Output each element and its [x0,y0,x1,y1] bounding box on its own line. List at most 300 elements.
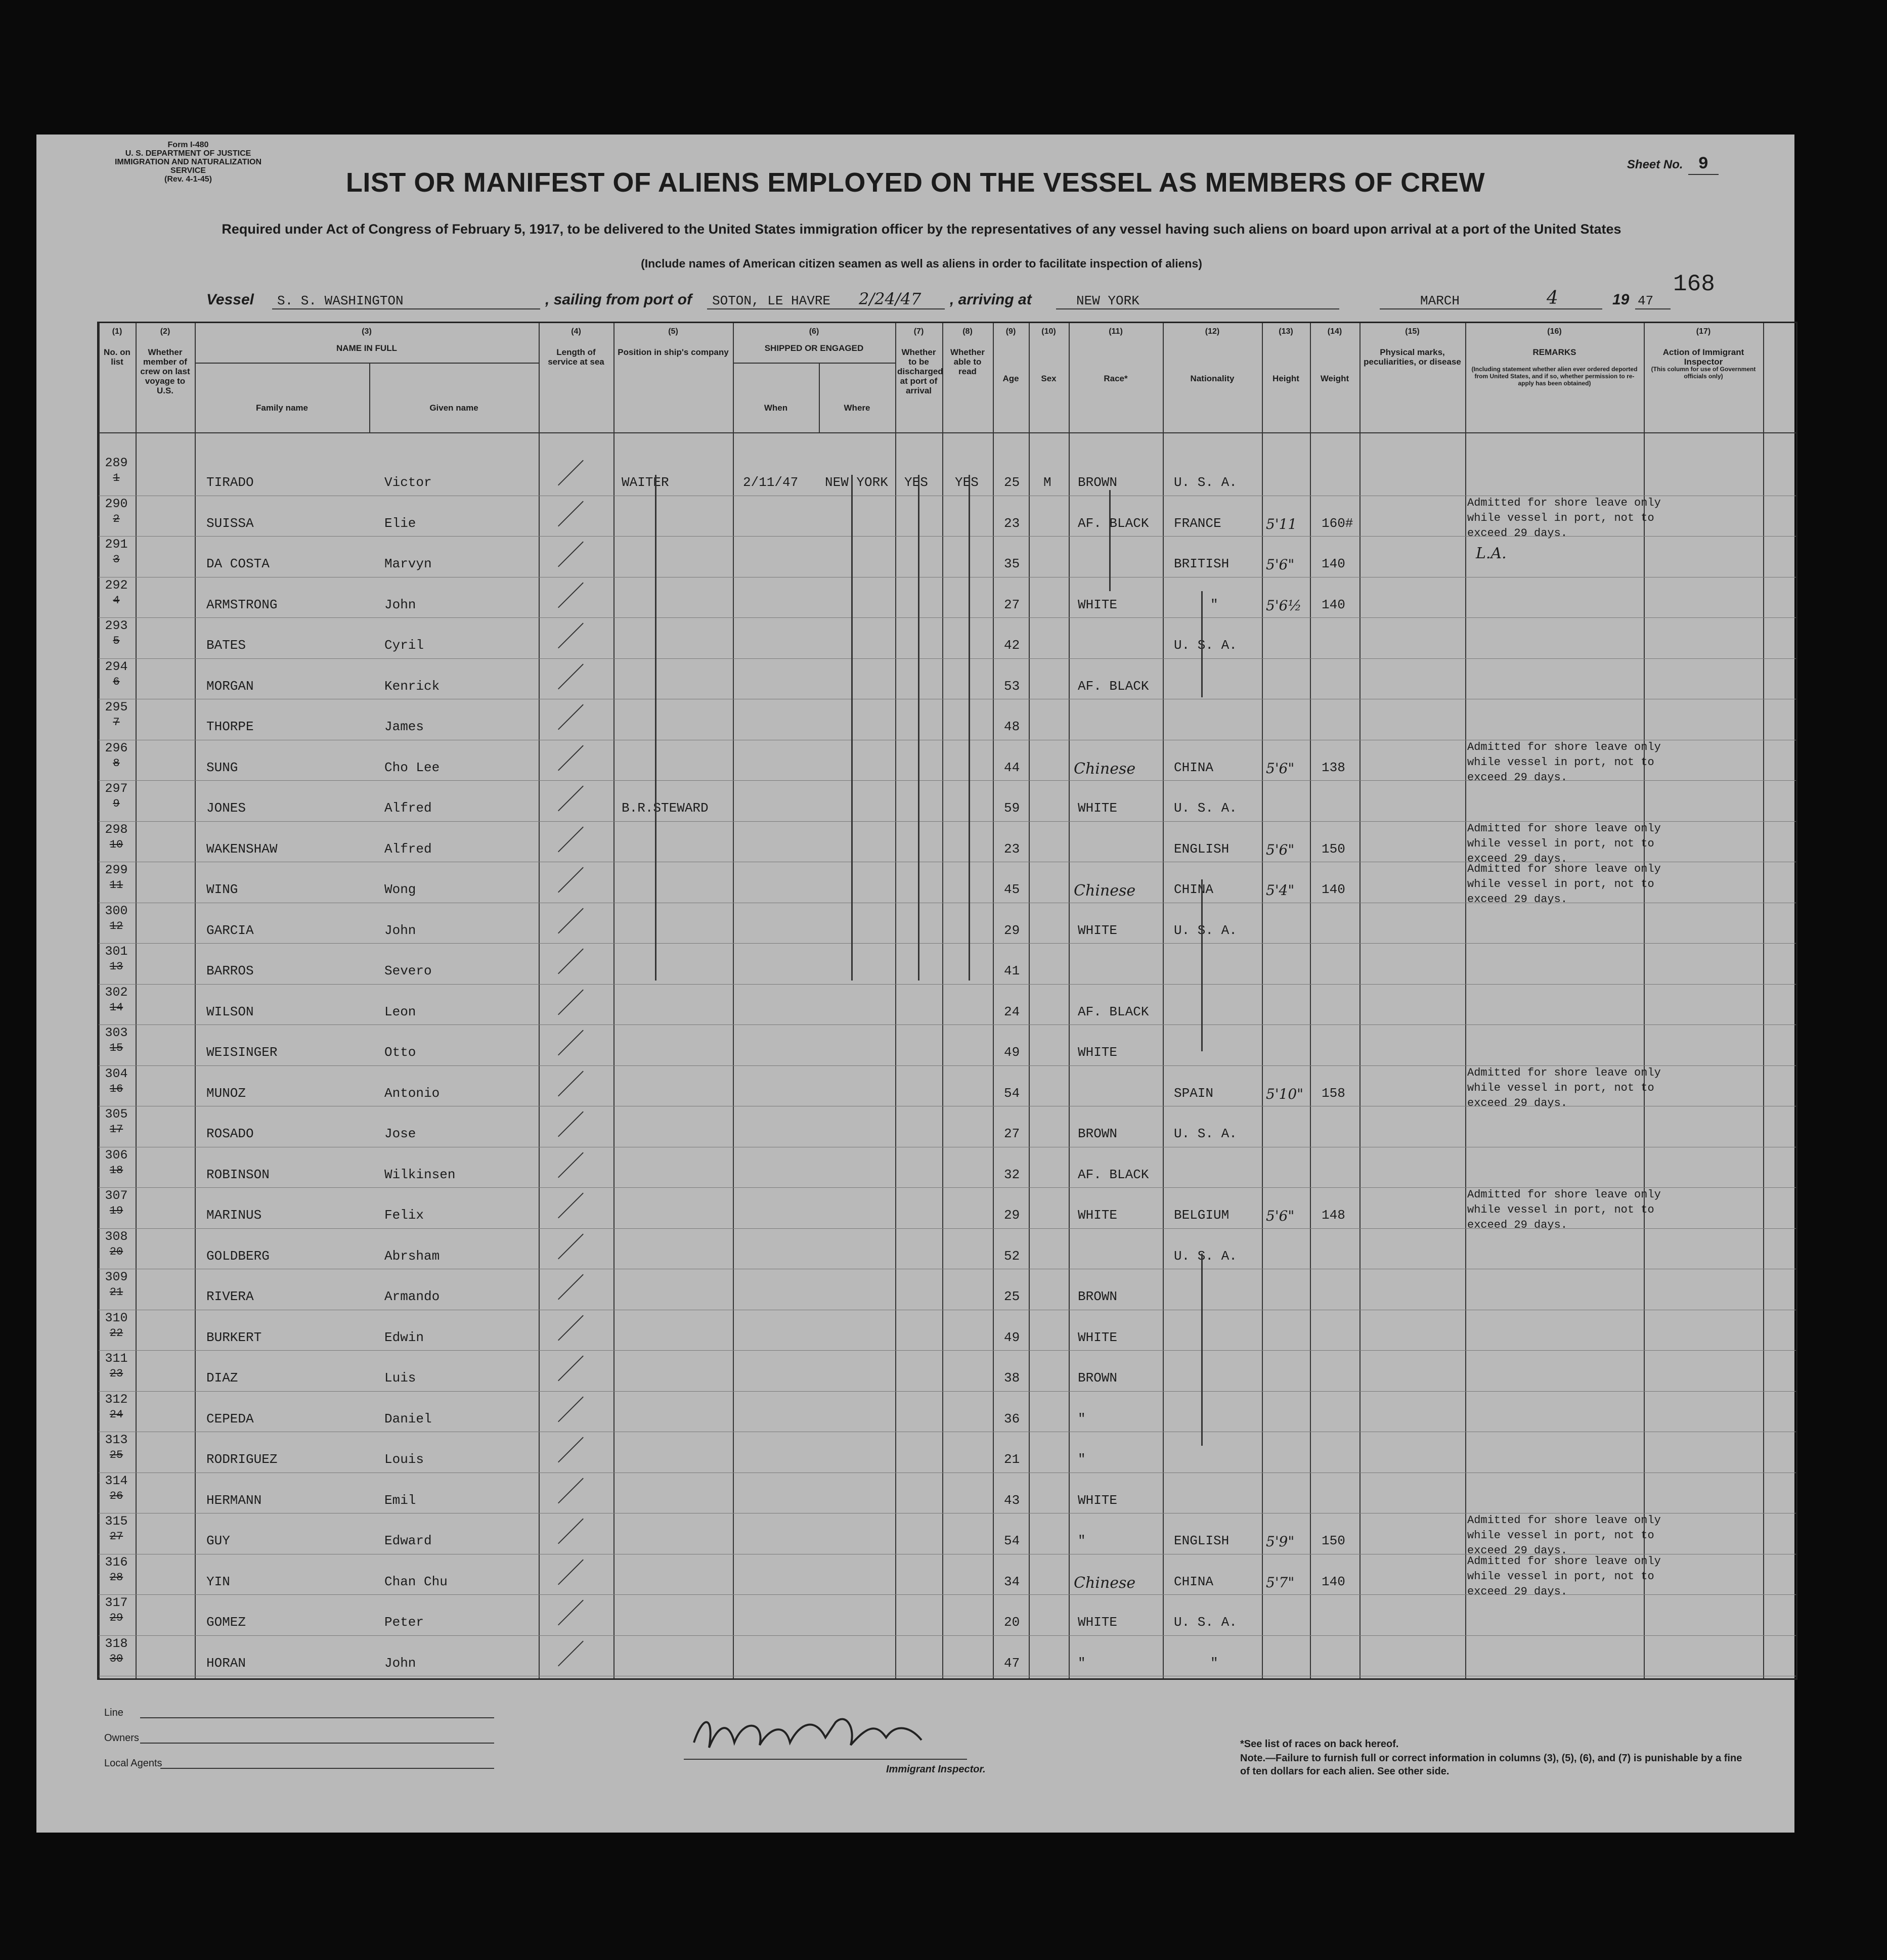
family-name: WILSON [206,1004,254,1019]
service-tick [558,623,584,649]
vessel-name: S. S. WASHINGTON [277,293,404,308]
nationality: SPAIN [1174,1085,1214,1101]
age: 54 [1004,1533,1020,1548]
row-number: 315 [105,1514,128,1529]
page-title: LIST OR MANIFEST OF ALIENS EMPLOYED ON THE VESSEL AS MEMBERS OF CREW [345,167,1485,198]
age: 36 [1004,1411,1020,1427]
race: BROWN [1078,1289,1118,1304]
given-name: Leon [384,1004,416,1019]
row-number: 311 [105,1351,128,1366]
row-line-number: 22 [109,1326,123,1340]
height: 5'10" [1266,1085,1304,1102]
given-name: Cyril [384,638,424,653]
service-tick [558,1519,584,1544]
service-tick [558,1071,584,1096]
ditto-mark [851,475,853,981]
row-number: 309 [105,1270,128,1284]
age: 27 [1004,597,1020,612]
row-line-number: 3 [113,553,120,566]
family-name: GUY [206,1533,230,1548]
service-tick [558,1356,584,1382]
age: 38 [1004,1370,1020,1386]
race: " [1078,1533,1086,1548]
column-header-c6: SHIPPED OR ENGAGED [764,343,864,353]
inspector-signature [684,1702,967,1758]
given-name: Louis [384,1452,424,1467]
column-header-c12: Nationality [1190,374,1235,383]
row-number: 302 [105,985,128,1000]
age: 35 [1004,556,1020,571]
column-header-c17: Action of Immigrant Inspector [1662,347,1744,367]
races-note: *See list of races on back hereof. [1240,1739,1399,1750]
column-number-c7: (7) [913,327,924,336]
row-line-number: 11 [109,879,123,892]
family-name: MORGAN [206,678,254,694]
ditto-mark [1201,879,1203,1051]
given-name: Chan Chu [384,1574,448,1589]
row-number: 290 [105,496,128,511]
service-tick [558,704,584,730]
nationality: U. S. A. [1174,638,1237,653]
position: B.R.STEWARD [622,800,709,816]
row-line-number: 21 [109,1286,123,1299]
sail-date: 2/24/47 [859,289,921,308]
service-tick [558,1478,584,1503]
row-number: 295 [105,700,128,715]
row-number: 317 [105,1595,128,1610]
weight: 150 [1322,841,1345,857]
age: 23 [1004,515,1020,531]
weight: 140 [1322,1574,1345,1589]
age: 29 [1004,1208,1020,1223]
given-name: Peter [384,1615,424,1630]
service-tick [558,1030,584,1056]
service-tick [558,949,584,974]
height: 5'6½ [1266,597,1302,614]
stamp-number: 168 [1673,271,1715,297]
age: 54 [1004,1085,1020,1101]
footer-owners-label: Owners [104,1732,139,1744]
height: 5'6" [1266,556,1295,573]
given-name: Felix [384,1208,424,1223]
row-number: 313 [105,1433,128,1447]
service-tick [558,867,584,893]
service-tick [558,1559,584,1585]
race: AF. BLACK [1078,678,1149,694]
given-name: Kenrick [384,678,440,694]
weight: 140 [1322,882,1345,897]
column-header-c10: Sex [1041,374,1057,383]
family-name: THORPE [206,719,254,734]
column-number-c14: (14) [1327,327,1342,336]
shipped-when: 2/11/47 [743,475,799,490]
column-number-c6: (6) [809,327,819,336]
discharged: YES [904,475,928,490]
given-name: Alfred [384,841,432,857]
family-name: ROBINSON [206,1167,270,1182]
family-name: GARCIA [206,922,254,938]
row-line-number: 30 [109,1652,123,1665]
family-name: GOMEZ [206,1615,246,1630]
nationality: U. S. A. [1174,475,1237,490]
given-name: Victor [384,475,432,490]
race: " [1078,1655,1086,1671]
ditto-mark [1109,490,1111,591]
column-subheader-when: When [764,403,788,413]
row-number: 306 [105,1147,128,1163]
race: Chinese [1074,882,1136,900]
row-line-number: 17 [109,1123,123,1136]
given-name: Alfred [384,800,432,816]
column-header-c13: Height [1272,374,1299,383]
ditto-mark [1201,1254,1203,1446]
row-number: 299 [105,863,128,877]
row-number: 294 [105,659,128,674]
race: BROWN [1078,1126,1118,1141]
remark-shore-leave: Admitted for shore leave only while vessel in port, not to exceed 29 days. [1467,1066,1661,1109]
column-number-c16: (16) [1547,327,1562,336]
row-number: 300 [105,903,128,918]
age: 27 [1004,1126,1020,1141]
penalty-note: Note.—Failure to furnish full or correct information in columns (3), (5), (6), and (7) is punishable by a fine of ten dollars for each alien. See other side. [1240,1753,1742,1777]
service-tick [558,542,584,567]
height: 5'6" [1266,841,1295,858]
family-name: HORAN [206,1655,246,1671]
column-note-c16: (Including statement whether alien ever ordered deported from United States, and if so, whether permission to re-apply has been obtained) [1471,366,1638,387]
family-name: SUNG [206,760,238,775]
height: 5'11 [1266,515,1297,532]
row-line-number: 9 [113,797,120,810]
row-line-number: 19 [109,1205,123,1217]
nationality: U. S. A. [1174,1615,1237,1630]
service-tick [558,1233,584,1259]
vessel-line: Vessel S. S. WASHINGTON , sailing from port of SOTON, LE HAVRE 2/24/47 , arriving at NEW YORK MARCH 4 19 47 [206,286,1673,311]
row-number: 314 [105,1473,128,1488]
row-line-number: 4 [113,594,120,607]
given-name: James [384,719,424,734]
service-tick [558,908,584,933]
column-number-c3: (3) [362,327,372,336]
given-name: Daniel [384,1411,432,1427]
weight: 158 [1322,1085,1345,1101]
column-header-c1: No. on list [104,347,130,367]
column-number-c5: (5) [668,327,678,336]
age: 53 [1004,678,1020,694]
given-name: Luis [384,1370,416,1386]
service-tick [558,1111,584,1137]
row-line-number: 10 [109,838,123,851]
given-name: Wong [384,882,416,897]
given-name: Armando [384,1289,440,1304]
arrival-day: 4 [1547,288,1558,308]
family-name: GOLDBERG [206,1248,270,1264]
column-header-c9: Age [1002,374,1019,383]
column-header-c7: Whether to be discharged at port of arrival [897,347,943,395]
row-number: 298 [105,822,128,837]
row-line-number: 18 [109,1164,123,1177]
race: Chinese [1074,1574,1136,1592]
family-name: MARINUS [206,1208,262,1223]
footer-line-label: Line [104,1707,123,1718]
row-number: 293 [105,618,128,633]
arrival-month: MARCH [1420,293,1460,308]
row-line-number: 6 [113,675,120,688]
given-name: Cho Lee [384,760,440,775]
column-header-c15: Physical marks, peculiarities, or disease [1364,347,1461,367]
column-number-c11: (11) [1109,327,1123,336]
service-tick [558,786,584,812]
remark-shore-leave: Admitted for shore leave only while vessel in port, not to exceed 29 days. [1467,740,1661,784]
service-tick [558,1315,584,1341]
family-name: DA COSTA [206,556,270,571]
service-tick [558,1396,584,1422]
service-tick [558,1640,584,1666]
weight: 138 [1322,760,1345,775]
family-name: SUISSA [206,515,254,531]
row-line-number: 26 [109,1489,123,1502]
service-tick [558,582,584,608]
row-line-number: 2 [113,512,120,525]
row-number: 318 [105,1636,128,1651]
footer-agents-label: Local Agents [104,1758,162,1769]
weight: 160# [1322,515,1353,531]
crew-table [97,322,1797,1680]
column-number-c10: (10) [1041,327,1056,336]
given-name: John [384,922,416,938]
nationality: BELGIUM [1174,1208,1230,1223]
nationality: U. S. A. [1174,1248,1237,1264]
race: WHITE [1078,1329,1118,1345]
nationality: CHINA [1174,882,1214,897]
race: BROWN [1078,475,1118,490]
age: 23 [1004,841,1020,857]
row-line-number: 15 [109,1042,123,1054]
form-identifier: Form I-480 U. S. DEPARTMENT OF JUSTICE IMMIGRATION AND NATURALIZATION SERVICE (Rev. 4-1-45) [114,141,262,184]
race: " [1078,1452,1086,1467]
given-name: Antonio [384,1085,440,1101]
remark-la: L.A. [1476,545,1507,562]
race: WHITE [1078,922,1118,938]
age: 45 [1004,882,1020,897]
row-number: 301 [105,944,128,959]
family-name: BATES [206,638,246,653]
given-name: Otto [384,1045,416,1060]
given-name: John [384,1655,416,1671]
arrival-port: NEW YORK [1076,293,1139,308]
remark-shore-leave: Admitted for shore leave only while vessel in port, not to exceed 29 days. [1467,822,1661,865]
family-name: BURKERT [206,1329,262,1345]
row-line-number: 5 [113,635,120,647]
column-header-c11: Race* [1104,374,1128,383]
row-number: 307 [105,1188,128,1203]
weight: 140 [1322,556,1345,571]
nationality: FRANCE [1174,515,1221,531]
height: 5'4" [1266,882,1295,899]
row-number: 312 [105,1392,128,1407]
family-name: CEPEDA [206,1411,254,1427]
nationality: BRITISH [1174,556,1230,571]
age: 59 [1004,800,1020,816]
row-line-number: 12 [109,919,123,932]
nationality: CHINA [1174,760,1214,775]
height: 5'6" [1266,760,1295,777]
column-header-c2: Whether member of crew on last voyage to U.S. [140,347,190,395]
family-name: JONES [206,800,246,816]
family-name: ARMSTRONG [206,597,278,612]
height: 5'9" [1266,1533,1295,1550]
family-name: WAKENSHAW [206,841,278,857]
family-name: BARROS [206,963,254,978]
remark-shore-leave: Admitted for shore leave only while vessel in port, not to exceed 29 days. [1467,1188,1661,1231]
row-line-number: 7 [113,716,120,729]
column-header-c5: Position in ship's company [618,347,729,357]
age: 29 [1004,922,1020,938]
manifest-sheet [36,135,1794,1833]
column-number-c13: (13) [1279,327,1293,336]
column-note-c17: (This column for use of Government officials only) [1651,366,1756,380]
service-tick [558,826,584,852]
remark-shore-leave: Admitted for shore leave only while vessel in port, not to exceed 29 days. [1467,496,1661,540]
given-name: John [384,597,416,612]
weight: 150 [1322,1533,1345,1548]
column-header-c8: Whether able to read [950,347,985,376]
nationality: " [1210,597,1218,612]
age: 21 [1004,1452,1020,1467]
service-tick [558,1437,584,1463]
age: 44 [1004,760,1020,775]
column-number-c9: (9) [1005,327,1016,336]
family-name: HERMANN [206,1492,262,1508]
race: " [1078,1411,1086,1427]
row-number: 305 [105,1107,128,1122]
column-subheader-where: Where [844,403,870,413]
given-name: Elie [384,515,416,531]
age: 34 [1004,1574,1020,1589]
family-name: MUNOZ [206,1085,246,1101]
sheet-number: Sheet No. 9 [1627,155,1719,174]
column-number-c8: (8) [962,327,973,336]
age: 24 [1004,1004,1020,1019]
race: AF. BLACK [1078,515,1149,531]
row-line-number: 20 [109,1245,123,1258]
service-tick [558,501,584,526]
row-number: 308 [105,1229,128,1244]
given-name: Marvyn [384,556,432,571]
service-tick [558,745,584,771]
family-name: WING [206,882,238,897]
subtitle-note: (Include names of American citizen seamen as well as aliens in order to facilitate inspection of aliens) [641,257,1202,270]
service-tick [558,460,584,486]
remark-shore-leave: Admitted for shore leave only while vessel in port, not to exceed 29 days. [1467,1554,1661,1598]
given-name: Wilkinsen [384,1167,456,1182]
row-line-number: 28 [109,1571,123,1584]
arrival-year: 47 [1638,293,1654,308]
height: 5'6" [1266,1208,1295,1224]
row-line-number: 27 [109,1530,123,1543]
race: AF. BLACK [1078,1004,1149,1019]
service-tick [558,1600,584,1626]
row-number: 310 [105,1310,128,1325]
row-line-number: 25 [109,1449,123,1461]
age: 52 [1004,1248,1020,1264]
nationality: ENGLISH [1174,841,1230,857]
row-line-number: 1 [113,472,120,484]
given-name: Severo [384,963,432,978]
row-line-number: 23 [109,1367,123,1380]
age: 49 [1004,1329,1020,1345]
row-line-number: 29 [109,1612,123,1624]
column-number-c17: (17) [1696,327,1711,336]
race: WHITE [1078,1492,1118,1508]
column-number-c12: (12) [1205,327,1220,336]
age: 42 [1004,638,1020,653]
row-line-number: 8 [113,756,120,770]
column-number-c1: (1) [112,327,122,336]
row-line-number: 13 [109,960,123,973]
family-name: RIVERA [206,1289,254,1304]
column-header-c14: Weight [1320,374,1349,383]
age: 32 [1004,1167,1020,1182]
row-number: 289 [105,456,128,470]
weight: 148 [1322,1208,1345,1223]
age: 41 [1004,963,1020,978]
column-subheader-family: Family name [256,403,308,413]
nationality: " [1210,1655,1218,1671]
given-name: Edward [384,1533,432,1548]
race: WHITE [1078,597,1118,612]
inspector-label: Immigrant Inspector. [886,1764,986,1775]
family-name: WEISINGER [206,1045,278,1060]
row-number: 297 [105,781,128,796]
row-line-number: 14 [109,1001,123,1014]
service-tick [558,1152,584,1178]
column-header-c4: Length of service at sea [548,347,604,367]
race: WHITE [1078,1045,1118,1060]
race: Chinese [1074,760,1136,778]
service-tick [558,663,584,689]
age: 25 [1004,475,1020,490]
column-header-c16: REMARKS [1532,347,1576,357]
row-number: 292 [105,577,128,593]
column-subheader-given: Given name [429,403,478,413]
given-name: Emil [384,1492,416,1508]
given-name: Edwin [384,1329,424,1345]
shipped-where: NEW YORK [825,475,888,490]
given-name: Jose [384,1126,416,1141]
age: 47 [1004,1655,1020,1671]
family-name: YIN [206,1574,230,1589]
departure-port: SOTON, LE HAVRE [712,293,831,308]
family-name: ROSADO [206,1126,254,1141]
height: 5'7" [1266,1574,1295,1591]
row-number: 291 [105,537,128,552]
row-line-number: 16 [109,1082,123,1095]
nationality: ENGLISH [1174,1533,1230,1548]
race: AF. BLACK [1078,1167,1149,1182]
service-tick [558,989,584,1015]
nationality: U. S. A. [1174,1126,1237,1141]
row-number: 303 [105,1026,128,1040]
given-name: Abrsham [384,1248,440,1264]
age: 48 [1004,719,1020,734]
ditto-mark [655,475,656,981]
age: 43 [1004,1492,1020,1508]
ditto-mark [918,475,919,981]
family-name: RODRIGUEZ [206,1452,278,1467]
ditto-mark [969,475,970,981]
column-number-c4: (4) [571,327,581,336]
nationality: CHINA [1174,1574,1214,1589]
